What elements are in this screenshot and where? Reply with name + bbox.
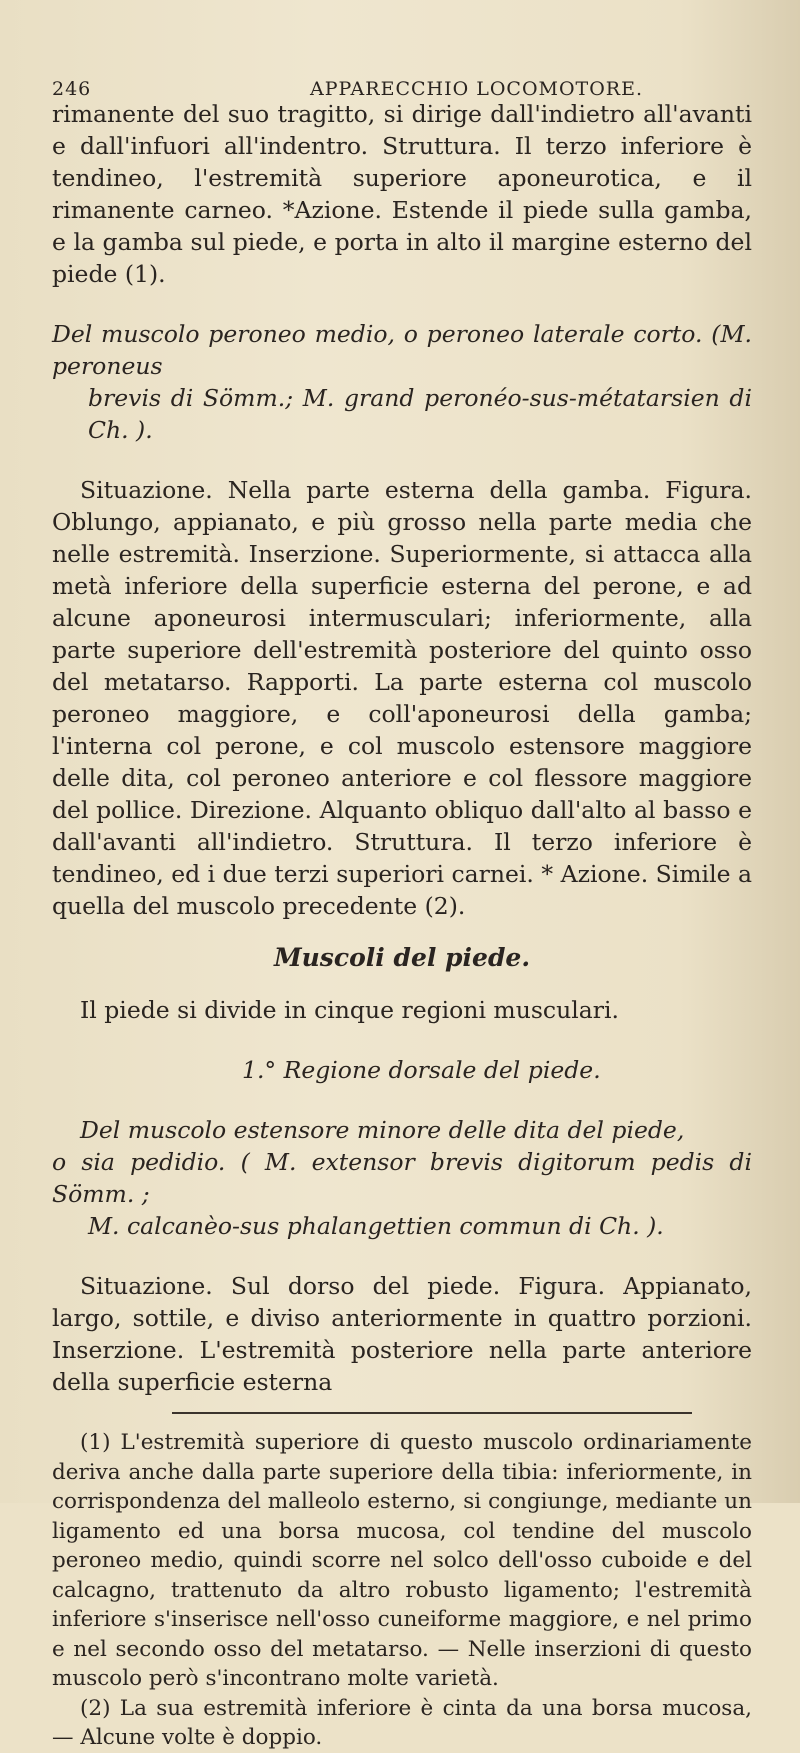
muscle-heading-line: Del muscolo estensore minore delle dita del piede,: [80, 1116, 685, 1144]
footnote-2: (2) La sua estremità inferiore è cinta da una borsa mucosa, — Alcune volte è doppio.: [52, 1695, 752, 1750]
paragraph-regions: Il piede si divide in cinque regioni musculari.: [80, 996, 619, 1024]
muscle-heading-line: o sia pedidio. ( M. extensor brevis digitorum pedis di Sömm. ;: [52, 1148, 752, 1208]
paragraph-continued: rimanente del suo tragitto, si dirige dall'indietro all'avanti e dall'infuori all'indentro. Struttura. Il terzo inferiore è tendineo, l'estremità superiore aponeurotica, e il rimanente carneo. *Azione. Estende il piede sulla gamba, e la gamba sul piede, e porta in alto il margine esterno del piede (1).: [52, 100, 752, 288]
paragraph-peroneo-medio: Situazione. Nella parte esterna della gamba. Figura. Oblungo, appianato, e più grosso nella parte media che nelle estremità. Inserzione. Superiormente, si attacca alla metà inferiore della superficie esterna del perone, e ad alcune aponeurosi intermusculari; inferiormente, alla parte superiore dell'estremità posteriore del quinto osso del metatarso. Rapporti. La parte esterna col muscolo peroneo maggiore, e coll'aponeurosi della gamba; l'interna col perone, e col muscolo estensore maggiore delle dita, col peroneo anteriore e col flessore maggiore del pollice. Direzione. Alquanto obliquo dall'alto al basso e dall'avanti all'indietro. Struttura. Il terzo inferiore è tendineo, ed i due terzi superiori carnei. * Azione. Simile a quella del muscolo precedente (2).: [52, 476, 752, 920]
paragraph-pedidio: Situazione. Sul dorso del piede. Figura. Appianato, largo, sottile, e diviso anteriormente in quattro porzioni. Inserzione. L'estremità posteriore nella parte anteriore della superficie esterna: [52, 1272, 752, 1396]
region-title: 1.° Regione dorsale del piede.: [242, 1056, 601, 1084]
section-title: Muscoli del piede.: [273, 943, 531, 972]
footnote-divider: [172, 1412, 692, 1414]
muscle-heading-line: Del muscolo peroneo medio, o peroneo laterale corto. (M. peroneus: [52, 320, 752, 380]
muscle-heading-line: brevis di Sömm.; M. grand peronéo-sus-métatarsien di Ch. ).: [88, 384, 752, 444]
running-title: APPARECCHIO LOCOMOTORE.: [310, 78, 644, 100]
muscle-heading-line: M. calcanèo-sus phalangettien commun di Ch. ).: [88, 1212, 664, 1240]
footnotes: [52, 1428, 752, 1753]
page-body: [52, 98, 752, 1753]
footnote-1: (1) L'estremità superiore di questo muscolo ordinariamente deriva anche dalla parte superiore della tibia: inferiormente, in corrispondenza del malleolo esterno, si congiunge, mediante un ligamento ed una borsa mucosa, col tendine del muscolo peroneo medio, quindi scorre nel solco dell'osso cuboide e del calcagno, trattenuto da altro robusto ligamento; l'estremità inferiore s'inserisce nell'osso cuneiforme maggiore, e nel primo e nel secondo osso del metatarso. — Nelle inserzioni di questo muscolo però s'incontrano molte varietà.: [52, 1430, 752, 1691]
page-number: 246: [52, 78, 92, 100]
